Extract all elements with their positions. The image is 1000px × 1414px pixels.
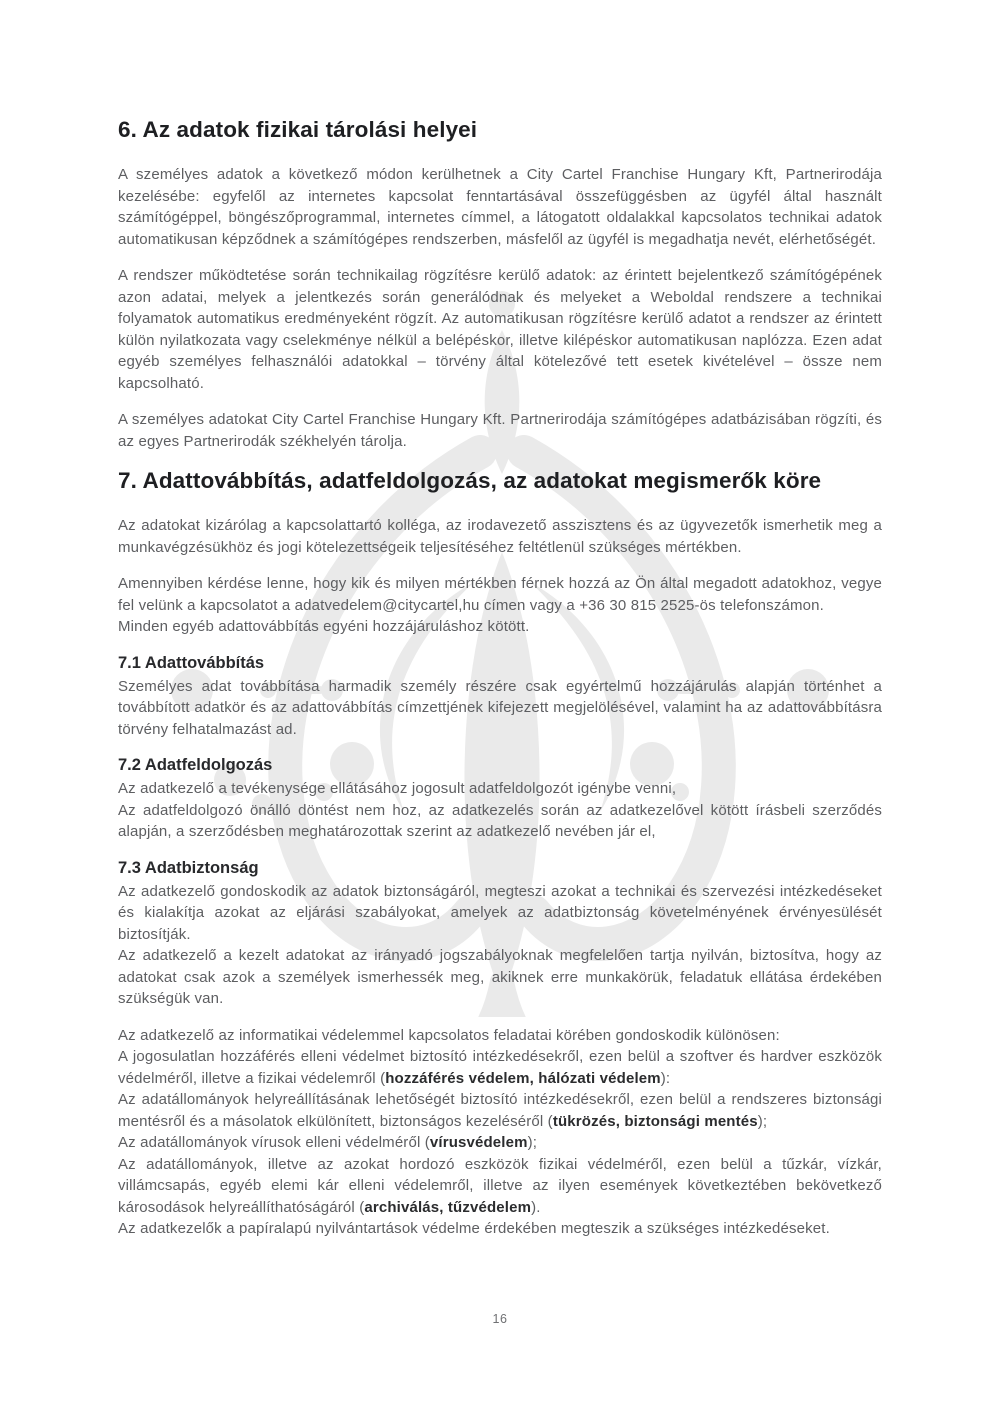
section-7-3-heading: 7.3 Adatbiztonság [118,858,259,877]
it-security-item-access [118,1046,882,1089]
item-text: ); [527,1134,538,1151]
item-text: Az adatállományok vírusok elleni védelméről ( [118,1134,430,1151]
section-7-1-paragraph: Személyes adat továbbítása harmadik személy részére csak egyértelmű hozzájárulás alapján történhet a továbbított adatkör és az adattovábbítás címzettjének kifejezett megjelölésével, valamint ha az adattovábbításra törvény felhatalmazást ad. [118,677,882,738]
item-text: Az adatállományok, illetve az azokat hordozó eszközök fizikai védelméről, ezen belül a tűzkár, vízkár, villámcsapás, egyéb elemi kár elleni védelemről, illetve az ilyen események következtében bekövetkező károsodások helyreállíthatóságáról ( [118,1155,882,1216]
item-text: Az adatállományok helyreállításának lehetőségét biztosító intézkedésekről, ezen belül a rendszeres biztonsági mentésről és a másolatok elkülönített, biztonságos kezeléséről ( [118,1091,882,1130]
it-security-closing: Az adatkezelők a papíralapú nyilvántartások védelme érdekében megteszik a szükséges intézkedéseket. [118,1220,830,1237]
section-7-heading: 7. Adattovábbítás, adatfeldolgozás, az adatokat megismerők köre [118,468,822,493]
section-7-contact-paragraph: Amennyiben kérdése lenne, hogy kik és milyen mértékben férnek hozzá az Ön által megadott adatokhoz, vegye fel velünk a kapcsolatot a adatvedelem@citycartel,hu címen vagy a +36 30 815 2525-ös telefonszámon. [118,575,882,614]
page-number: 16 [492,1312,508,1326]
section-7-paragraph-1: Az adatokat kizárólag a kapcsolattartó kolléga, az irodavezető asszisztens és az ügyvezetők ismerhetik meg a munkavégzésükhöz és jogi kötelezettségeik teljesítéséhez feltétlenül szükséges mértékben. [118,517,882,556]
section-6-paragraph-3: A személyes adatokat City Cartel Franchise Hungary Kft. Partnerirodája számítógépes adatbázisában rögzíti, és az egyes Partnerirodák székhelyén tárolja. [118,411,882,450]
section-6-paragraph-2: A rendszer működtetése során technikailag rögzítésre kerülő adatok: az érintett bejelentkező számítógépének azon adatai, melyek a jelentkezés során generálódnak és melyeket a Weboldal rendszere a technikai folyamatok automatikus eredményeként rögzít. Az automatikusan rögzítésre kerülő adatot a rendszer az érintett külön nyilatkozata vagy cselekménye nélkül a belépéskor, illetve kilépéskor automatikusan naplózza. Ezen adat egyéb személyes felhasználói adatokkal – törvény által kötelezővé tett esetek kivételével – össze nem kapcsolható. [118,267,882,392]
item-bold-phrase: tükrözés, biztonsági mentés [552,1112,758,1130]
item-bold-phrase: archiválás, tűzvédelem [364,1198,532,1216]
section-7-3-paragraph-1: Az adatkezelő gondoskodik az adatok biztonságáról, megteszi azokat a technikai és szervezési intézkedéseket és kialakítja azokat az eljárási szabályokat, amelyek az adatbiztonság követelményének érvényesülését biztosítják. [118,882,882,943]
section-7-1-heading: 7.1 Adattovábbítás [118,653,265,672]
it-security-item-backup [118,1089,882,1132]
document-content [118,116,882,1240]
it-security-item-virus [118,1132,882,1154]
section-6-heading: 6. Az adatok fizikai tárolási helyei [118,117,478,142]
item-text: A jogosulatlan hozzáférés elleni védelmet biztosító intézkedésekről, ezen belül a szoftver és hardver eszközök védelméről, illetve a fizikai védelemről ( [118,1048,882,1087]
section-7-consent-line: Minden egyéb adattovábbítás egyéni hozzájáruláshoz kötött. [118,618,530,635]
section-7-2-paragraph-2: Az adatfeldolgozó önálló döntést nem hoz, az adatkezelés során az adatkezelővel kötött írásbeli szerződés alapján, a szerződésben meghatározottak szerint az adatkezelő nevében jár el, [118,801,882,840]
section-7-3-paragraph-2: Az adatkezelő a kezelt adatokat az irányadó jogszabályoknak megfelelően tartja nyilván, biztosítva, hogy az adatokat csak azok a személyek ismerhessék meg, akiknek erre munkakörük, feladatuk ellátása érdekében szükségük van. [118,947,882,1007]
section-6-paragraph-1: A személyes adatok a következő módon kerülhetnek a City Cartel Franchise Hungary Kft, Partnerirodája kezelésébe: egyfelől az internetes kapcsolat fenntartásával összefüggésben az ügyfél által használt számítógéppel, böngészőprogrammal, internetes címmel, a látogatott oldalakkal kapcsolatos technikai adatok automatikusan képződnek a számítógépes rendszerben, másfelől az ügyfél is megadhatja nevét, elérhetőségét. [118,166,882,248]
it-security-intro: Az adatkezelő az informatikai védelemmel kapcsolatos feladatai körében gondoskodik különösen: [118,1026,780,1044]
item-text: ); [757,1112,768,1130]
it-security-item-physical [118,1154,882,1219]
section-7-2-paragraph-1: Az adatkezelő a tevékenysége ellátásához jogosult adatfeldolgozót igénybe venni, [118,780,677,797]
item-bold-phrase: hozzáférés védelem, hálózati védelem [385,1069,661,1087]
item-bold-phrase: vírusvédelem [429,1134,528,1151]
item-text: ): [660,1069,671,1087]
section-7-2-heading: 7.2 Adatfeldolgozás [118,756,273,774]
item-text: ). [531,1198,541,1216]
